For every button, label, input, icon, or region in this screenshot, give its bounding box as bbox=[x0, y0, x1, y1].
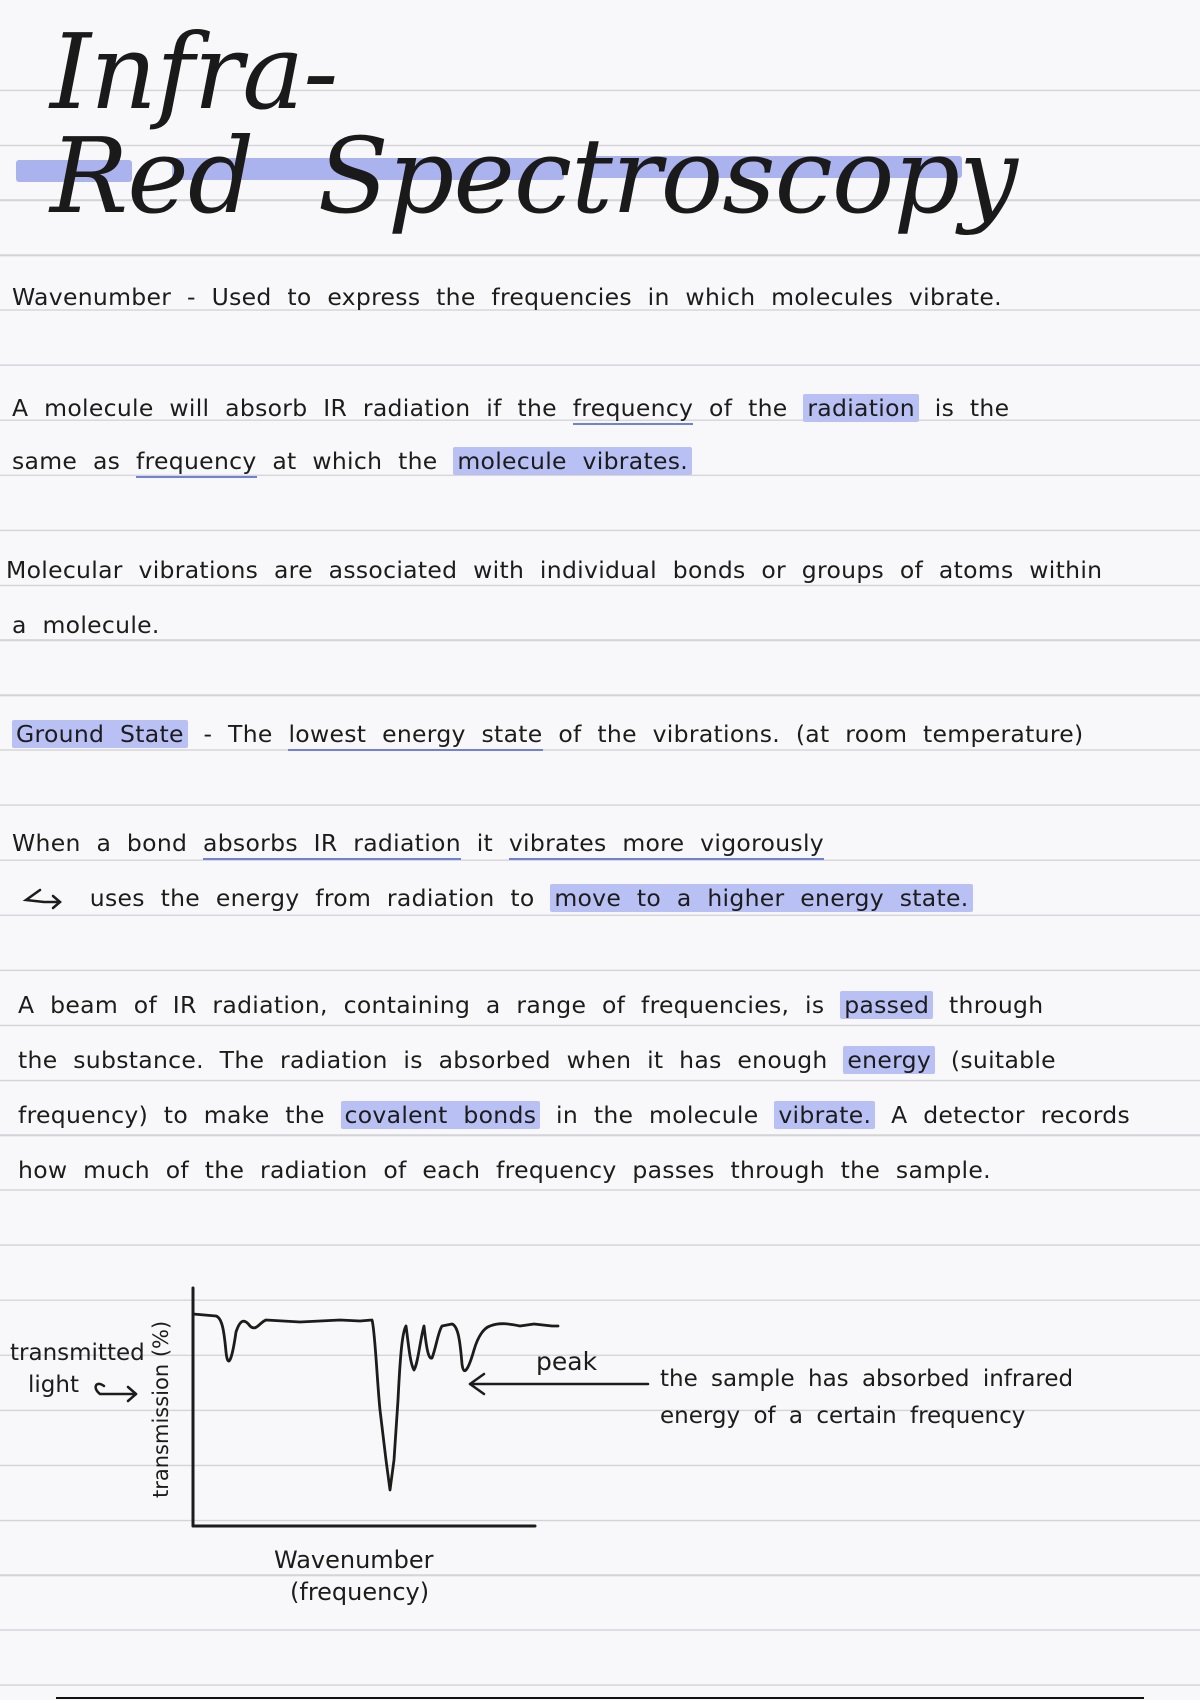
absorb-line-1: A molecule will absorb IR radiation if the frequency of the radiation is the bbox=[12, 393, 1009, 423]
peak-note-line-2: energy of a certain frequency bbox=[660, 1403, 1026, 1429]
bond-line-2: uses the energy from radiation to move to a higher energy state. bbox=[18, 883, 973, 913]
absorb-line-2: same as frequency at which the molecule vibrates. bbox=[12, 446, 692, 476]
light-label: light bbox=[28, 1372, 79, 1398]
peak-note-line-1: the sample has absorbed infrared bbox=[660, 1366, 1074, 1392]
beam-line-3: frequency) to make the covalent bonds in the molecule vibrate. A detector records bbox=[18, 1101, 1131, 1129]
beam-line-2: the substance. The radiation is absorbed when it has enough energy (suitable bbox=[18, 1046, 1056, 1074]
bond-line-1: When a bond absorbs IR radiation it vibrates more vigorously bbox=[12, 828, 824, 858]
ir-spectrum-sketch bbox=[0, 1260, 1200, 1680]
beam-line-4: how much of the radiation of each frequency passes through the sample. bbox=[18, 1156, 991, 1184]
page-title: Infra-Red Spectroscopy bbox=[50, 11, 1017, 237]
peak-label: peak bbox=[536, 1347, 598, 1376]
beam-line-1: A beam of IR radiation, containing a range of frequencies, is passed through bbox=[18, 991, 1044, 1019]
x-axis-label-2: (frequency) bbox=[290, 1578, 430, 1606]
transmitted-label: transmitted bbox=[10, 1340, 145, 1366]
ground-state-definition: Ground State - The lowest energy state of the vibrations. (at room temperature) bbox=[12, 719, 1084, 749]
curved-arrow-icon bbox=[22, 888, 62, 912]
vibrations-line-1: Molecular vibrations are associated with individual bonds or groups of atoms within bbox=[6, 556, 1103, 584]
wavenumber-definition: Wavenumber - Used to express the frequencies in which molecules vibrate. bbox=[12, 283, 1002, 311]
bottom-rule bbox=[56, 1697, 1144, 1699]
x-axis-label-1: Wavenumber bbox=[274, 1546, 434, 1574]
vibrations-line-2: a molecule. bbox=[12, 611, 160, 639]
y-axis-label: transmission (%) bbox=[149, 1320, 173, 1498]
spectrum-trace bbox=[193, 1314, 558, 1490]
